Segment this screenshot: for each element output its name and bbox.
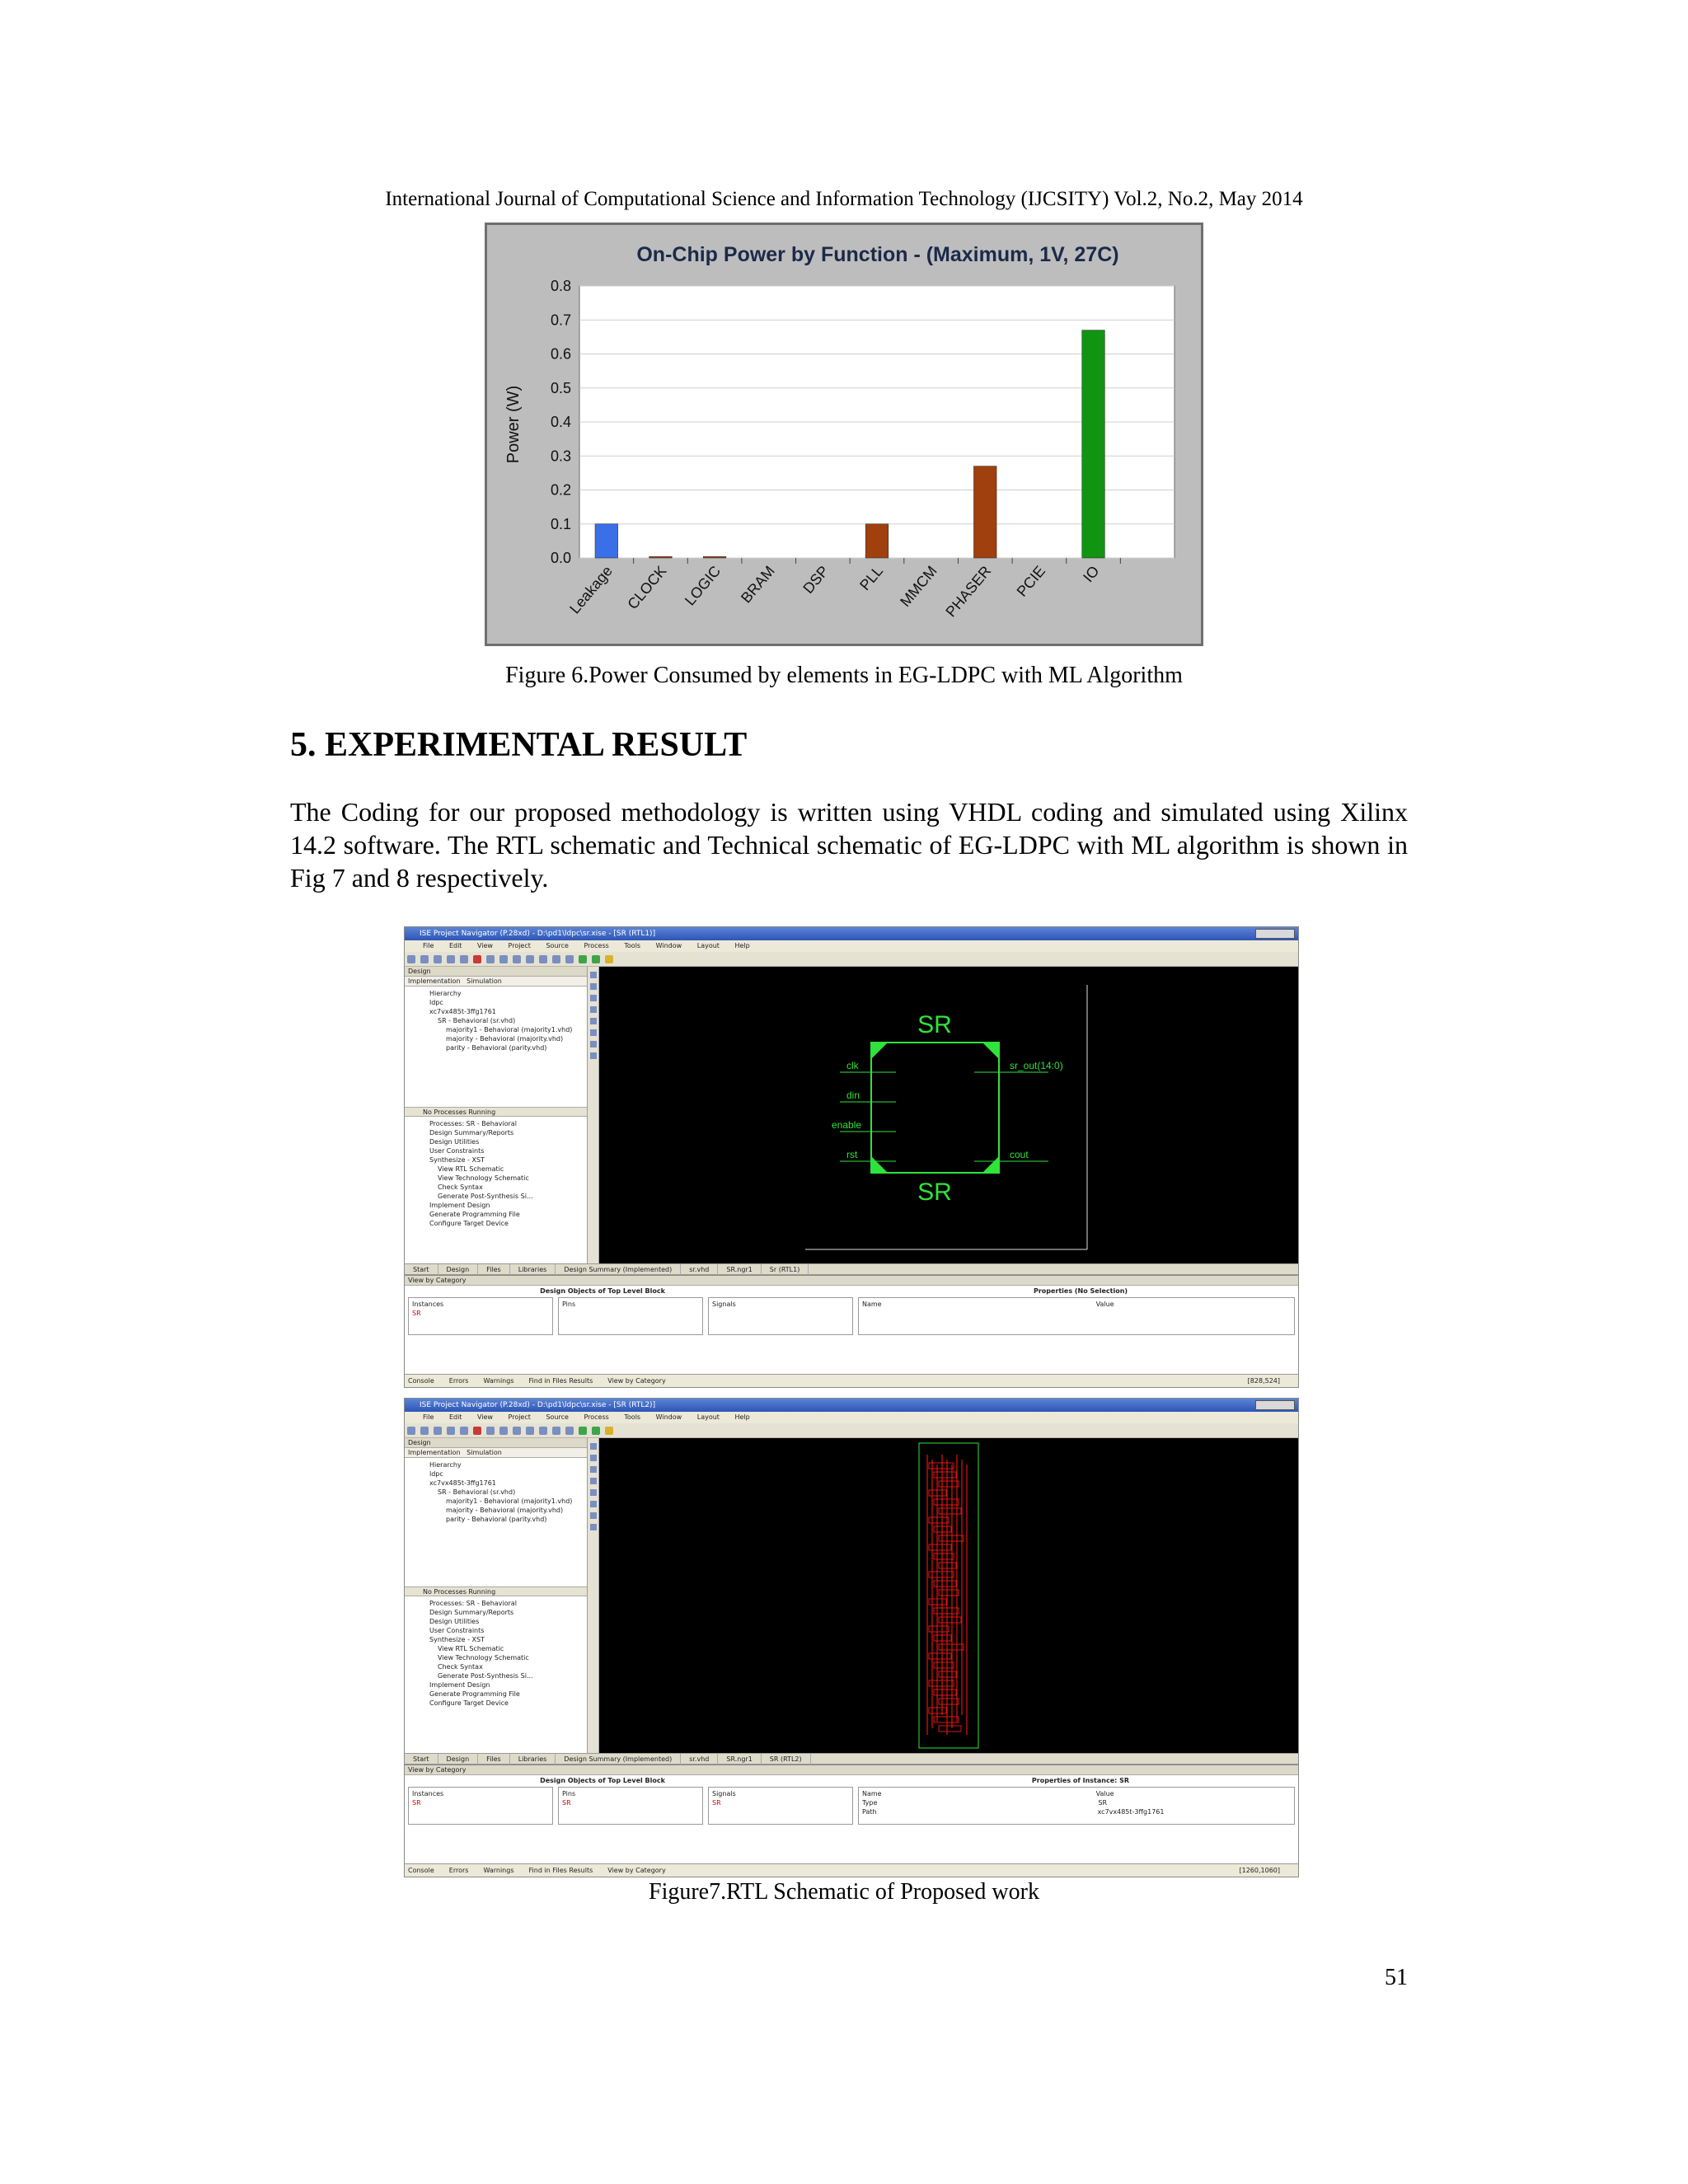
tab-libraries[interactable]: Libraries	[510, 1754, 556, 1765]
technology-schematic	[599, 1438, 1299, 1753]
block-corner	[871, 1156, 888, 1173]
tool-icon[interactable]	[590, 1524, 597, 1530]
window-controls[interactable]	[1255, 1400, 1295, 1410]
open-icon[interactable]	[420, 955, 429, 963]
zoom-fit-icon[interactable]	[526, 1427, 534, 1435]
tree-item[interactable]: ldpc	[429, 999, 443, 1006]
delete-icon[interactable]	[473, 955, 481, 963]
window-title: ISE Project Navigator (P.28xd) - D:\pd1\ldpc\sr.xise - [SR (RTL1)]	[420, 930, 656, 938]
document-tabs	[405, 1263, 1298, 1275]
y-tick-label: 0.6	[550, 345, 571, 363]
menu-project[interactable]: Project	[508, 1413, 531, 1421]
tab-simulation[interactable]: Simulation	[467, 1449, 502, 1456]
tool-icon[interactable]	[590, 983, 597, 990]
port-enable[interactable]: enable	[832, 1119, 862, 1131]
chart-title: On-Chip Power by Function - (Maximum, 1V, 27C)	[636, 243, 1119, 266]
netlist-cell	[939, 1726, 961, 1732]
delete-icon[interactable]	[473, 1427, 481, 1435]
bar-logic	[703, 556, 726, 558]
menu-help[interactable]: Help	[734, 942, 750, 949]
x-tick-label: PHASER	[942, 562, 995, 621]
print-icon[interactable]	[447, 1427, 455, 1435]
save-icon[interactable]	[434, 955, 442, 963]
port-rst[interactable]: rst	[846, 1149, 858, 1160]
running-header: International Journal of Computational Science and Information Technology (IJCSITY) Vol.2, No.2, May 2014	[385, 188, 1303, 210]
status-tabs	[405, 1374, 1298, 1387]
process-item[interactable]: Implement Design	[429, 1202, 490, 1209]
process-item[interactable]: User Constraints	[429, 1627, 485, 1634]
prop-value: xc7vx485t-3ffg1761	[1097, 1808, 1165, 1816]
block-corner	[982, 1156, 999, 1173]
prop-name: Type	[862, 1799, 878, 1807]
pins-list[interactable]	[558, 1297, 703, 1335]
tool-icon[interactable]	[590, 1466, 597, 1473]
column-header: Name	[862, 1790, 882, 1797]
technology-schematic-canvas[interactable]	[599, 1438, 1298, 1753]
process-item[interactable]: Generate Post-Synthesis Si...	[438, 1672, 533, 1680]
zoom-in-icon[interactable]	[499, 1427, 508, 1435]
hierarchy-tree	[405, 987, 587, 1107]
x-tick-label: DSP	[799, 562, 832, 597]
tree-item[interactable]: parity - Behavioral (parity.vhd)	[446, 1044, 547, 1052]
select-icon[interactable]	[539, 955, 547, 963]
x-tick-label: PCIE	[1013, 562, 1048, 600]
process-tree	[405, 1596, 587, 1727]
doc-tab[interactable]: sr.vhd	[681, 1264, 718, 1275]
y-tick-label: 0.7	[550, 312, 571, 329]
menu-source[interactable]: Source	[546, 1413, 569, 1421]
signal-item[interactable]: SR	[712, 1799, 721, 1807]
tab-start[interactable]: Start	[405, 1264, 438, 1275]
design-objects-header: Design Objects of Top Level Block	[540, 1287, 665, 1295]
process-item[interactable]: Generate Programming File	[429, 1690, 520, 1698]
tool-icon[interactable]	[590, 1041, 597, 1047]
open-icon[interactable]	[420, 1427, 429, 1435]
instance-item[interactable]: SR	[412, 1310, 421, 1317]
x-tick-label: MMCM	[897, 562, 940, 610]
window-title-bar[interactable]	[405, 1399, 1298, 1412]
x-tick-label: CLOCK	[624, 562, 670, 613]
process-item[interactable]: Design Summary/Reports	[429, 1129, 514, 1137]
align-icon[interactable]	[565, 1427, 574, 1435]
pin-item[interactable]: SR	[562, 1799, 571, 1807]
bar-io	[1082, 330, 1105, 558]
tab-start[interactable]: Start	[405, 1754, 438, 1765]
tab-errors[interactable]: Errors	[448, 1377, 469, 1385]
tool-icon[interactable]	[590, 1489, 597, 1496]
menu-view[interactable]: View	[476, 1413, 493, 1421]
doc-tab[interactable]: Sr (RTL1)	[762, 1264, 809, 1275]
menu-layout[interactable]: Layout	[696, 1413, 720, 1421]
pins-list[interactable]	[558, 1787, 703, 1825]
prop-value: SR	[1098, 1799, 1108, 1807]
ise-technology-window	[404, 1398, 1299, 1877]
tab-design[interactable]: Design	[438, 1264, 479, 1275]
bar-phaser	[973, 466, 996, 558]
tool-icon[interactable]	[590, 1029, 597, 1036]
block-name-top: SR	[917, 1011, 952, 1038]
menu-window[interactable]: Window	[655, 942, 682, 949]
view-tabs	[405, 977, 587, 987]
properties-table[interactable]	[858, 1297, 1295, 1335]
tool-icon[interactable]	[590, 1501, 597, 1507]
window-controls[interactable]	[1255, 929, 1295, 939]
y-tick-label: 0.8	[550, 278, 571, 294]
help-bulb-icon[interactable]	[605, 955, 613, 963]
tool-icon[interactable]	[590, 995, 597, 1001]
figure6-caption: Figure 6.Power Consumed by elements in EG-LDPC with ML Algorithm	[505, 663, 1183, 688]
doc-tab[interactable]: Design Summary (Implemented)	[556, 1754, 681, 1765]
menu-help[interactable]: Help	[734, 1413, 750, 1421]
tab-implementation[interactable]: Implementation	[408, 977, 461, 985]
tree-item[interactable]: majority1 - Behavioral (majority1.vhd)	[446, 1497, 573, 1505]
section-heading: 5. EXPERIMENTAL RESULT	[290, 726, 748, 764]
zoom-out-icon[interactable]	[513, 955, 521, 963]
column-header: Pins	[562, 1790, 576, 1797]
tab-console[interactable]: Console	[408, 1377, 434, 1385]
ise-rtl-window	[404, 926, 1299, 1388]
tab-find-results[interactable]: Find in Files Results	[528, 1377, 593, 1385]
tool-icon[interactable]	[590, 1512, 597, 1519]
column-header: Name	[862, 1301, 882, 1308]
tab-find-results[interactable]: Find in Files Results	[528, 1867, 593, 1874]
process-item[interactable]: User Constraints	[429, 1147, 485, 1155]
tool-icon[interactable]	[590, 972, 597, 978]
process-item[interactable]: View RTL Schematic	[438, 1165, 504, 1173]
tree-item[interactable]: majority - Behavioral (majority.vhd)	[446, 1035, 564, 1043]
port-sr-out[interactable]: sr_out(14:0)	[1010, 1060, 1063, 1071]
instance-item[interactable]: SR	[412, 1799, 421, 1807]
bar-leakage	[595, 524, 618, 558]
page-number: 51	[1385, 1965, 1408, 1990]
view-by-category-panel	[405, 1765, 1298, 1865]
menu-file[interactable]: File	[423, 1413, 434, 1421]
block-corner	[982, 1043, 999, 1059]
x-tick-label: Leakage	[566, 562, 616, 617]
redo-icon[interactable]	[486, 1427, 495, 1435]
x-tick-labels	[566, 558, 1120, 620]
menu-bar	[405, 940, 1298, 952]
menu-layout[interactable]: Layout	[696, 942, 720, 949]
body-paragraph: The Coding for our proposed methodology is written using VHDL coding and simulated using Xilinx 14.2 software. The RTL schematic and Technical schematic of EG-LDPC with ML algorithm is shown in Fig 7 and 8 respectively.	[290, 797, 1408, 893]
prop-name: Path	[862, 1808, 877, 1816]
tree-item[interactable]: xc7vx485t-3ffg1761	[429, 1479, 496, 1487]
column-header: Instances	[412, 1790, 444, 1797]
window-title: ISE Project Navigator (P.28xd) - D:\pd1\ldpc\sr.xise - [SR (RTL2)]	[420, 1401, 656, 1409]
process-item[interactable]: Configure Target Device	[429, 1699, 509, 1707]
column-header: Instances	[412, 1301, 444, 1308]
tab-warnings[interactable]: Warnings	[483, 1377, 514, 1385]
implement-icon[interactable]	[592, 1427, 600, 1435]
x-tick-label: BRAM	[738, 562, 778, 607]
power-bar-chart	[487, 225, 1201, 644]
process-status: No Processes Running	[405, 1586, 587, 1596]
process-item[interactable]: Design Utilities	[429, 1138, 480, 1146]
signals-list[interactable]	[708, 1787, 853, 1825]
power-chart-figure	[485, 223, 1203, 646]
process-item[interactable]: View Technology Schematic	[438, 1654, 529, 1661]
processes-label: Processes: SR - Behavioral	[429, 1120, 517, 1127]
document-tabs	[405, 1753, 1298, 1765]
main-toolbar	[405, 1423, 1298, 1438]
menu-file[interactable]: File	[423, 942, 434, 949]
help-bulb-icon[interactable]	[605, 1427, 613, 1435]
select-icon[interactable]	[539, 1427, 547, 1435]
design-objects-header: Design Objects of Top Level Block	[540, 1777, 665, 1784]
tree-item[interactable]: majority - Behavioral (majority.vhd)	[446, 1507, 564, 1514]
port-cout[interactable]: cout	[1010, 1149, 1029, 1160]
zoom-fit-icon[interactable]	[526, 955, 534, 963]
run-icon[interactable]	[579, 955, 587, 963]
grid-icon[interactable]	[552, 1427, 560, 1435]
tree-item[interactable]: ldpc	[429, 1470, 443, 1478]
tool-icon[interactable]	[590, 1478, 597, 1484]
tab-files[interactable]: Files	[478, 1754, 510, 1765]
menu-process[interactable]: Process	[584, 942, 609, 949]
column-header: Value	[1095, 1790, 1114, 1797]
instances-list[interactable]	[408, 1787, 553, 1825]
hierarchy-tree	[405, 1458, 587, 1586]
tab-view-by-category[interactable]: View by Category	[607, 1867, 666, 1874]
tree-item[interactable]: SR - Behavioral (sr.vhd)	[438, 1017, 516, 1024]
tree-item[interactable]: parity - Behavioral (parity.vhd)	[446, 1516, 547, 1523]
cursor-coordinates: [828,524]	[1247, 1377, 1280, 1385]
tab-errors[interactable]: Errors	[448, 1867, 469, 1874]
x-tick-label: LOGIC	[681, 562, 724, 609]
menu-tools[interactable]: Tools	[624, 942, 641, 949]
save-icon[interactable]	[434, 1427, 442, 1435]
redo-icon[interactable]	[486, 955, 495, 963]
column-header: Signals	[712, 1790, 736, 1797]
tab-design[interactable]: Design	[438, 1754, 479, 1765]
process-item[interactable]: Configure Target Device	[429, 1220, 509, 1227]
bar-clock	[649, 556, 673, 558]
y-tick-labels	[551, 278, 571, 566]
zoom-in-icon[interactable]	[499, 955, 508, 963]
instances-list[interactable]	[408, 1297, 553, 1335]
print-icon[interactable]	[447, 955, 455, 963]
signals-list[interactable]	[708, 1297, 853, 1335]
process-item[interactable]: Generate Post-Synthesis Si...	[438, 1193, 533, 1200]
schematic-canvas[interactable]	[599, 967, 1298, 1263]
menu-view[interactable]: View	[476, 942, 493, 949]
process-item[interactable]: Check Syntax	[438, 1663, 483, 1671]
tree-item[interactable]: majority1 - Behavioral (majority1.vhd)	[446, 1026, 573, 1033]
tab-libraries[interactable]: Libraries	[510, 1264, 556, 1275]
process-item[interactable]: Design Utilities	[429, 1618, 480, 1625]
doc-tab[interactable]: Design Summary (Implemented)	[556, 1264, 681, 1275]
process-item[interactable]: View Technology Schematic	[438, 1174, 529, 1182]
doc-tab[interactable]: SR (RTL2)	[762, 1754, 811, 1765]
tree-item[interactable]: SR - Behavioral (sr.vhd)	[438, 1488, 516, 1496]
process-status: No Processes Running	[405, 1107, 587, 1117]
tool-icon[interactable]	[590, 1006, 597, 1013]
tool-icon[interactable]	[590, 1443, 597, 1450]
menu-bar	[405, 1412, 1298, 1423]
panel-header: View by Category	[405, 1276, 1298, 1286]
column-header: Pins	[562, 1301, 576, 1308]
processes-label: Processes: SR - Behavioral	[429, 1600, 517, 1607]
properties-header: Properties (No Selection)	[1033, 1287, 1128, 1295]
menu-edit[interactable]: Edit	[448, 1413, 462, 1421]
doc-tab[interactable]: sr.vhd	[681, 1754, 718, 1765]
tree-item[interactable]: xc7vx485t-3ffg1761	[429, 1008, 496, 1015]
menu-process[interactable]: Process	[584, 1413, 609, 1421]
doc-tab[interactable]: SR.ngr1	[718, 1754, 761, 1765]
main-toolbar	[405, 952, 1298, 967]
netlist-traces	[927, 1455, 967, 1735]
y-tick-label: 0.0	[550, 550, 571, 566]
tab-implementation[interactable]: Implementation	[408, 1449, 461, 1456]
block-name-bottom: SR	[917, 1179, 952, 1206]
tab-simulation[interactable]: Simulation	[467, 977, 502, 985]
undo-icon[interactable]	[460, 955, 468, 963]
y-axis-label: Power (W)	[504, 385, 523, 464]
zoom-out-icon[interactable]	[513, 1427, 521, 1435]
process-item[interactable]: Design Summary/Reports	[429, 1609, 514, 1616]
process-item[interactable]: Synthesize - XST	[429, 1156, 485, 1164]
sr-block[interactable]	[871, 1043, 999, 1173]
view-by-category-panel	[405, 1275, 1298, 1376]
run-icon[interactable]	[579, 1427, 587, 1435]
y-tick-label: 0.1	[550, 515, 571, 532]
align-icon[interactable]	[565, 955, 574, 963]
menu-project[interactable]: Project	[508, 942, 531, 949]
column-header: Value	[1095, 1301, 1114, 1308]
process-tree	[405, 1117, 587, 1240]
figure7-caption: Figure7.RTL Schematic of Proposed work	[649, 1879, 1039, 1905]
process-item[interactable]: View RTL Schematic	[438, 1645, 504, 1652]
undo-icon[interactable]	[460, 1427, 468, 1435]
implement-icon[interactable]	[592, 955, 600, 963]
doc-tab[interactable]: SR.ngr1	[718, 1264, 761, 1275]
column-header: Signals	[712, 1301, 736, 1308]
menu-window[interactable]: Window	[655, 1413, 682, 1421]
hierarchy-label: Hierarchy	[429, 1461, 462, 1469]
hierarchy-label: Hierarchy	[429, 990, 462, 997]
x-tick-label: IO	[1080, 562, 1103, 586]
tool-icon[interactable]	[590, 1052, 597, 1059]
y-tick-label: 0.2	[550, 481, 571, 499]
menu-tools[interactable]: Tools	[624, 1413, 641, 1421]
tool-icon[interactable]	[590, 1018, 597, 1024]
port-clk[interactable]: clk	[846, 1060, 859, 1071]
tab-files[interactable]: Files	[478, 1264, 510, 1275]
rtl-schematic	[599, 967, 1299, 1263]
process-item[interactable]: Generate Programming File	[429, 1211, 520, 1218]
process-item[interactable]: Synthesize - XST	[429, 1636, 485, 1643]
y-tick-label: 0.5	[550, 379, 571, 396]
status-tabs	[405, 1863, 1298, 1877]
y-tick-label: 0.4	[550, 414, 571, 430]
view-tabs	[405, 1448, 587, 1458]
new-icon[interactable]	[407, 1427, 415, 1435]
port-din[interactable]: din	[846, 1090, 860, 1101]
panel-header: View by Category	[405, 1765, 1298, 1775]
menu-edit[interactable]: Edit	[448, 942, 462, 949]
properties-table[interactable]	[858, 1787, 1295, 1825]
cursor-coordinates: [1260,1060]	[1239, 1867, 1280, 1874]
process-item[interactable]: Check Syntax	[438, 1183, 483, 1191]
window-title-bar[interactable]	[405, 927, 1298, 940]
tab-warnings[interactable]: Warnings	[483, 1867, 514, 1874]
x-tick-label: PLL	[856, 562, 887, 594]
properties-header: Properties of Instance: SR	[1031, 1777, 1130, 1784]
grid-icon[interactable]	[552, 955, 560, 963]
design-panel-header: Design	[405, 1438, 587, 1448]
new-icon[interactable]	[407, 955, 415, 963]
tool-icon[interactable]	[590, 1455, 597, 1461]
tab-console[interactable]: Console	[408, 1867, 434, 1874]
process-item[interactable]: Implement Design	[429, 1681, 490, 1689]
bar-pll	[865, 524, 889, 558]
y-tick-label: 0.3	[550, 448, 571, 465]
tab-view-by-category[interactable]: View by Category	[607, 1377, 666, 1385]
block-corner	[871, 1043, 888, 1059]
design-panel-header: Design	[405, 967, 587, 977]
menu-source[interactable]: Source	[546, 942, 569, 949]
